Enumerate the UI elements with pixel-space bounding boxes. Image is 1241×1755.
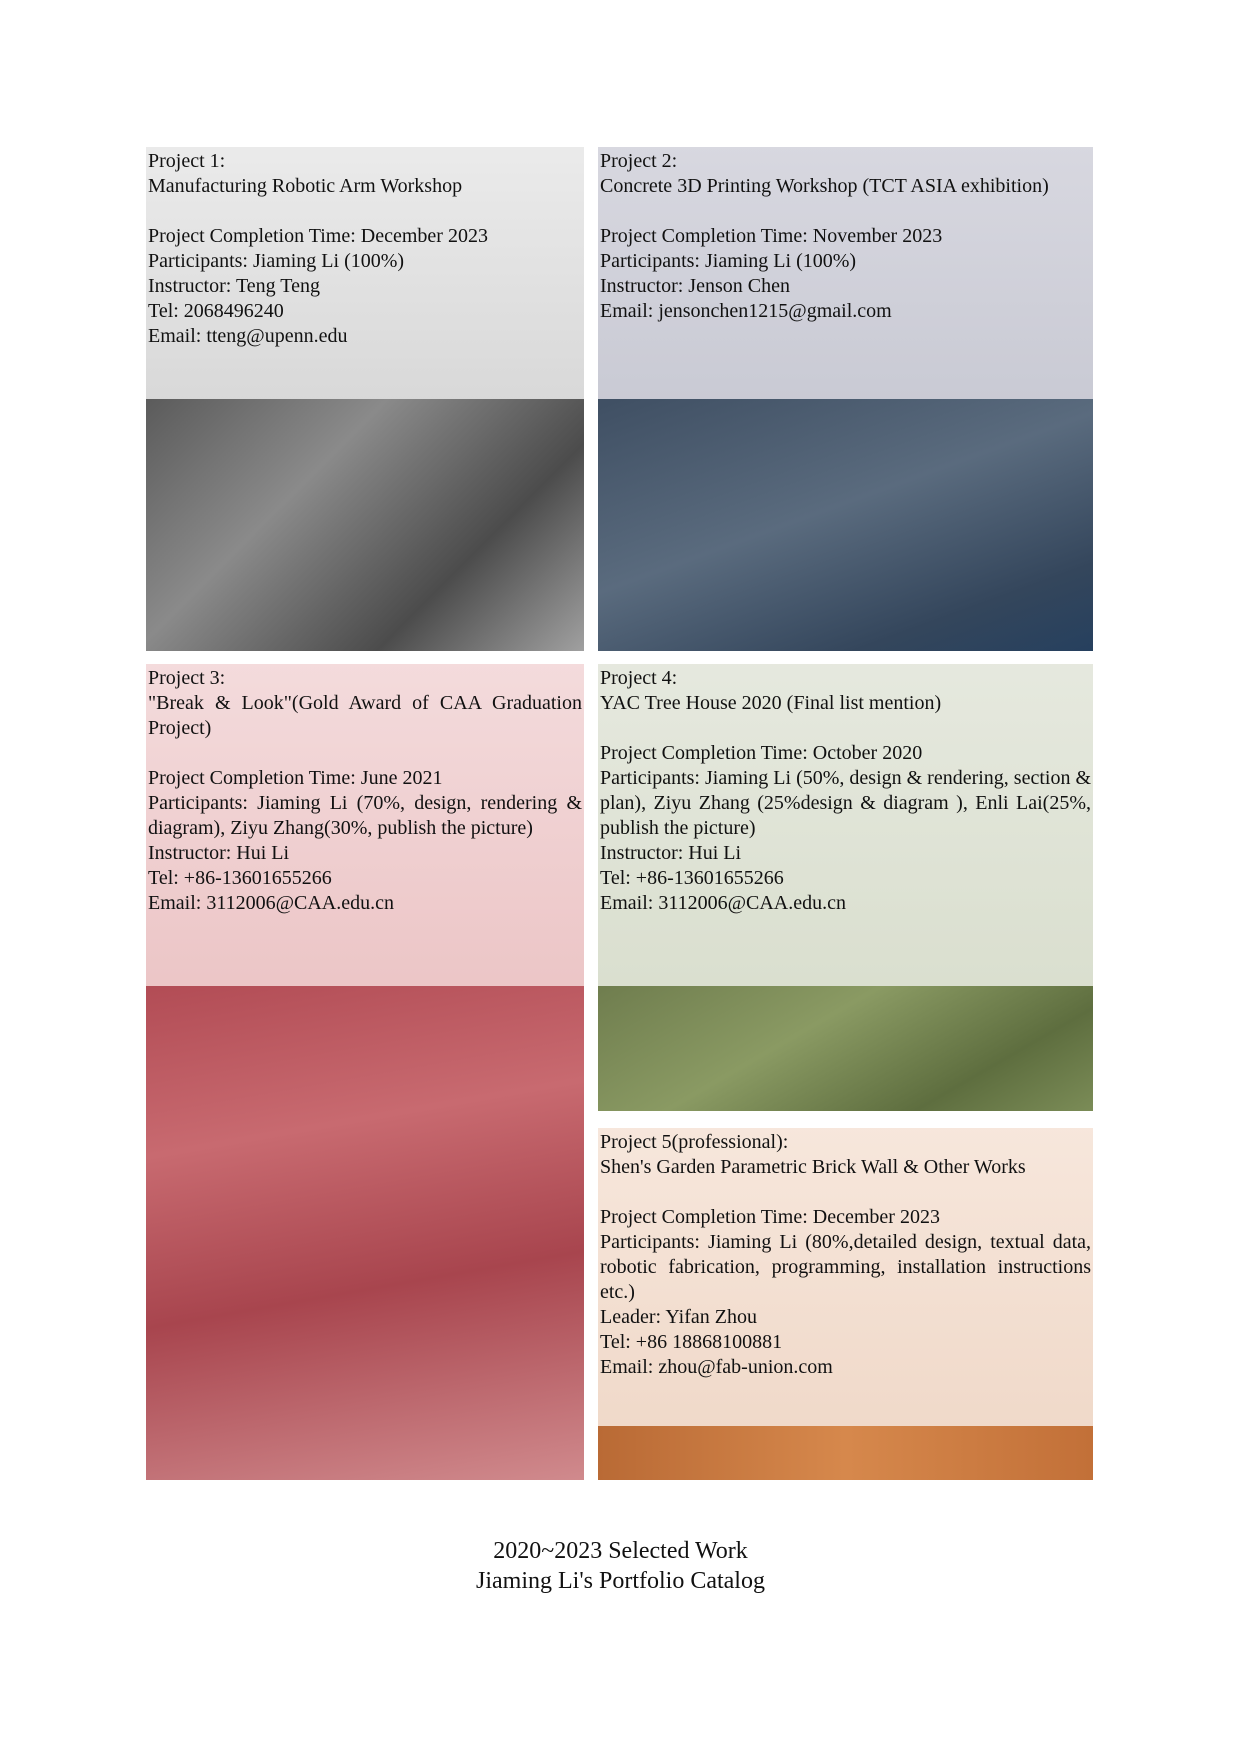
participants: Participants: Jiaming Li (50%, design & rendering, section & plan), Ziyu Zhang (25%design & diagram ), Enli Lai(25%, publish the picture) xyxy=(600,767,1092,839)
telephone: Tel: +86 18868100881 xyxy=(600,1331,783,1353)
email: Email: 3112006@CAA.edu.cn xyxy=(600,892,846,914)
project-heading: Project 1: xyxy=(148,150,226,172)
project-card-2 xyxy=(598,147,1093,651)
project-card-3 xyxy=(146,664,584,1480)
footer-line-1: 2020~2023 Selected Work xyxy=(493,1538,748,1564)
project-card-4 xyxy=(598,664,1093,1111)
robotic-arm-photo xyxy=(146,399,584,651)
project-4-text xyxy=(600,666,1091,916)
instructor: Instructor: Jenson Chen xyxy=(600,275,790,297)
telephone: Tel: +86-13601655266 xyxy=(600,867,784,889)
footer-line-2: Jiaming Li's Portfolio Catalog xyxy=(476,1568,765,1594)
participants: Participants: Jiaming Li (100%) xyxy=(148,250,405,272)
completion-time: Project Completion Time: October 2020 xyxy=(600,742,923,764)
concrete-print-photo xyxy=(598,399,1093,651)
completion-time: Project Completion Time: December 2023 xyxy=(148,225,488,247)
email: Email: 3112006@CAA.edu.cn xyxy=(148,892,394,914)
project-heading: Project 5(professional): xyxy=(600,1131,789,1153)
leader: Leader: Yifan Zhou xyxy=(600,1306,757,1328)
telephone: Tel: +86-13601655266 xyxy=(148,867,332,889)
instructor: Instructor: Hui Li xyxy=(600,842,742,864)
portfolio-footer xyxy=(0,1536,1241,1596)
completion-time: Project Completion Time: November 2023 xyxy=(600,225,943,247)
brick-wall-photo xyxy=(598,1426,1093,1480)
participants: Participants: Jiaming Li (80%,detailed design, textual data, robotic fabrication, programming, installation instructions etc.) xyxy=(600,1231,1091,1303)
project-title: Concrete 3D Printing Workshop (TCT ASIA exhibition) xyxy=(600,175,1049,197)
project-title: Shen's Garden Parametric Brick Wall & Other Works xyxy=(600,1156,1026,1178)
project-1-text xyxy=(148,149,582,349)
project-card-5 xyxy=(598,1128,1093,1480)
project-heading: Project 2: xyxy=(600,150,678,172)
telephone: Tel: 2068496240 xyxy=(148,300,284,322)
project-3-text xyxy=(148,666,582,916)
tree-house-photo xyxy=(598,986,1093,1111)
project-2-text xyxy=(600,149,1091,324)
project-heading: Project 3: xyxy=(148,667,226,689)
project-title: YAC Tree House 2020 (Final list mention) xyxy=(600,692,942,714)
participants: Participants: Jiaming Li (70%, design, rendering & diagram), Ziyu Zhang(30%, publish the picture) xyxy=(148,792,582,839)
pavilion-rendering-photo xyxy=(146,986,584,1480)
completion-time: Project Completion Time: June 2021 xyxy=(148,767,443,789)
participants: Participants: Jiaming Li (100%) xyxy=(600,250,857,272)
completion-time: Project Completion Time: December 2023 xyxy=(600,1206,940,1228)
project-heading: Project 4: xyxy=(600,667,678,689)
project-card-1 xyxy=(146,147,584,651)
email: Email: zhou@fab-union.com xyxy=(600,1356,833,1378)
project-title: Manufacturing Robotic Arm Workshop xyxy=(148,175,463,197)
email: Email: tteng@upenn.edu xyxy=(148,325,348,347)
project-5-text xyxy=(600,1130,1091,1380)
email: Email: jensonchen1215@gmail.com xyxy=(600,300,892,322)
project-title: "Break & Look"(Gold Award of CAA Graduation Project) xyxy=(148,692,582,739)
instructor: Instructor: Teng Teng xyxy=(148,275,320,297)
instructor: Instructor: Hui Li xyxy=(148,842,290,864)
